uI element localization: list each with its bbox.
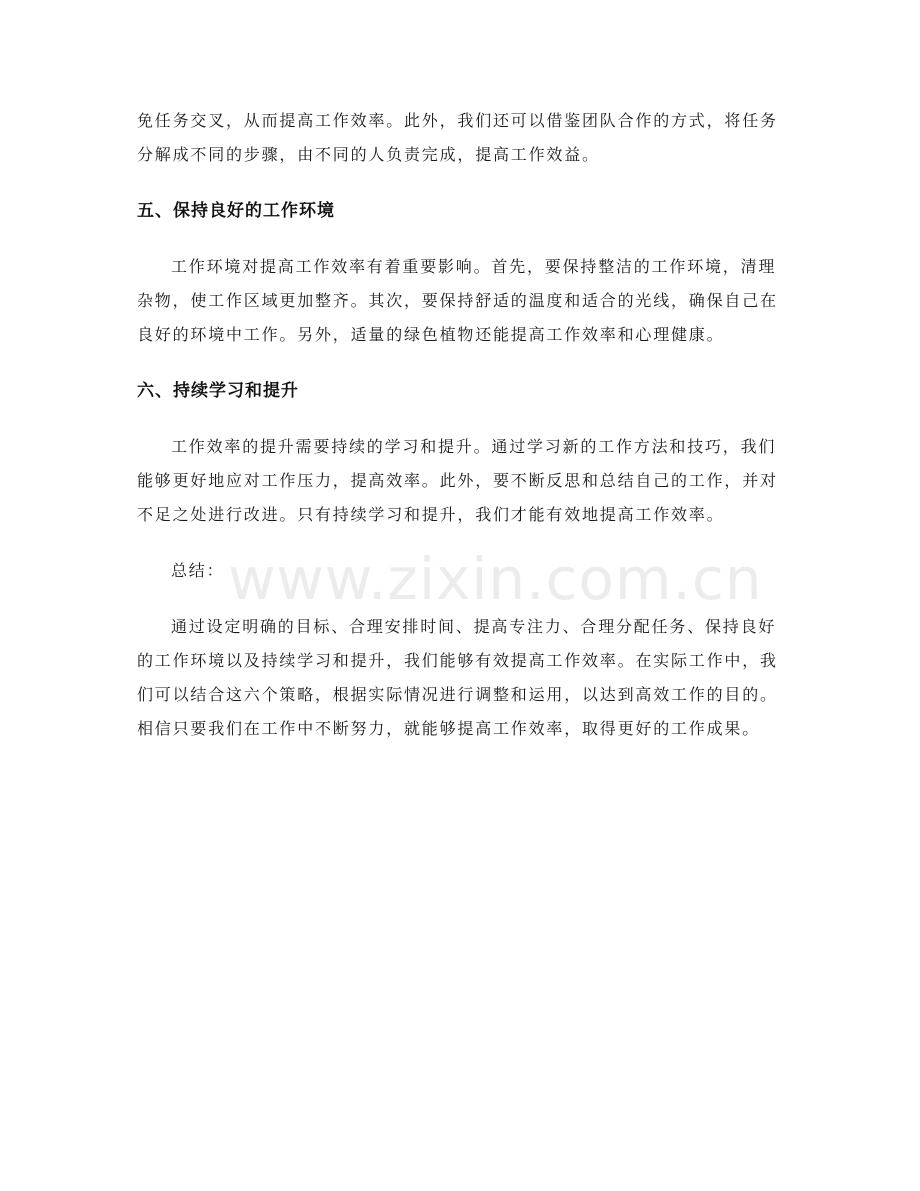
paragraph-line: 们可以结合这六个策略，根据实际情况进行调整和运用，以达到高效工作的目的。 (137, 685, 778, 704)
paragraph-line: 免任务交叉，从而提高工作效率。此外，我们还可以借鉴团队合作的方式，将任务 (137, 111, 778, 130)
paragraph-line: 杂物，使工作区域更加整齐。其次，要保持舒适的温度和适合的光线，确保自己在 (137, 291, 778, 310)
document-body (137, 104, 787, 768)
paragraph-line: 分解成不同的步骤，由不同的人负责完成，提高工作效益。 (137, 145, 600, 164)
section-6-paragraph (137, 430, 787, 532)
intro-paragraph (137, 104, 787, 172)
paragraph-line: 的工作环境以及持续学习和提升，我们能够有效提高工作效率。在实际工作中，我 (137, 651, 778, 670)
paragraph-line: 工作效率的提升需要持续的学习和提升。通过学习新的工作方法和技巧，我们 (171, 437, 777, 456)
section-heading-6: 六、持续学习和提升 (137, 381, 299, 401)
conclusion-paragraph (137, 610, 787, 746)
summary-label-paragraph (137, 554, 787, 588)
section-heading-5: 五、保持良好的工作环境 (137, 201, 335, 221)
watermark: www.zixin.com.cn (228, 545, 763, 613)
paragraph-line: 通过设定明确的目标、合理安排时间、提高专注力、合理分配任务、保持良好 (171, 617, 777, 636)
paragraph-line: 相信只要我们在工作中不断努力，就能够提高工作效率，取得更好的工作成果。 (137, 719, 761, 738)
paragraph-line: 工作环境对提高工作效率有着重要影响。首先，要保持整洁的工作环境，清理 (171, 257, 777, 276)
section-5-paragraph (137, 250, 787, 352)
summary-label: 总结： (171, 561, 225, 580)
paragraph-line: 良好的环境中工作。另外，适量的绿色植物还能提高工作效率和心理健康。 (137, 325, 725, 344)
paragraph-line: 不足之处进行改进。只有持续学习和提升，我们才能有效地提高工作效率。 (137, 505, 725, 524)
paragraph-line: 能够更好地应对工作压力，提高效率。此外，要不断反思和总结自己的工作，并对 (137, 471, 778, 490)
